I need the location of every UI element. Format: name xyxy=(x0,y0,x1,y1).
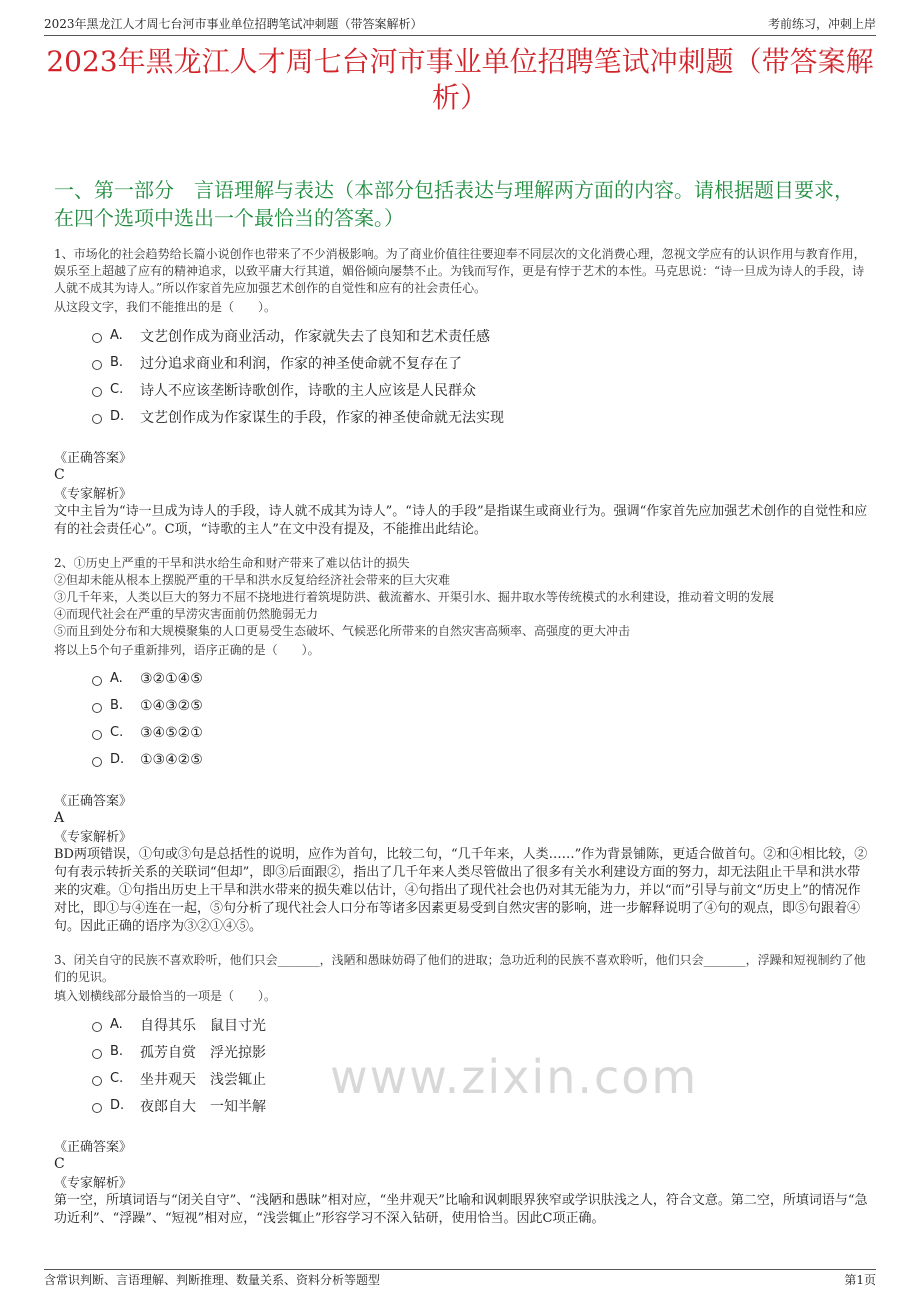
option-letter: C. xyxy=(110,1071,124,1086)
option-c[interactable] xyxy=(92,376,868,403)
question-2 xyxy=(54,555,868,936)
radio-icon[interactable] xyxy=(92,1076,102,1086)
option-c[interactable] xyxy=(92,719,868,746)
option-a[interactable] xyxy=(92,322,868,349)
watermark: www.zixin.com xyxy=(330,1050,699,1104)
option-text: 过分追求商业和利润，作家的神圣使命就不复存在了 xyxy=(140,355,462,372)
document-title: 2023年黑龙江人才周七台河市事业单位招聘笔试冲刺题（带答案解析） xyxy=(46,45,874,114)
option-text: 坐井观天 浅尝辄止 xyxy=(140,1071,266,1088)
radio-icon[interactable] xyxy=(92,333,102,343)
explanation-text: BD两项错误，①句或③句是总括性的说明，应作为首句，比较二句，“几千年来，人类……”作为背景铺陈，更适合做首句。②和④相比较，②句有表示转折关系的关联词“但却”，即③后面跟②，指出了几千年来人类尽管做出了很多有关水利建设方面的努力，却无法阻止干旱和洪水带来的灾难。①句指出历史上干旱和洪水带来的损失难以估计，④句指出了现代社会也仍对其无能为力，并以“而”引导与前文“历史上”的情况作对比，即①与④连在一起，⑤句分析了现代社会人口分布等诸多因素更易受到自然灾害的影响，进一步解释说明了④句的观点，即⑤句跟着④句。因此正确的语序为③②①④⑤。 xyxy=(54,847,868,934)
answer-heading: 《正确答案》 xyxy=(54,451,133,466)
radio-icon[interactable] xyxy=(92,1049,102,1059)
question-prompt: 将以上5个句子重新排列，语序正确的是（ ）。 xyxy=(54,643,320,657)
option-letter: A. xyxy=(110,671,123,686)
option-letter: B. xyxy=(110,1044,124,1059)
option-letter: A. xyxy=(110,1017,123,1032)
option-d[interactable] xyxy=(92,746,868,773)
option-text: 文艺创作成为商业活动，作家就失去了良知和艺术责任感 xyxy=(140,328,490,345)
option-letter: D. xyxy=(110,409,125,424)
radio-icon[interactable] xyxy=(92,730,102,740)
radio-icon[interactable] xyxy=(92,757,102,767)
explanation-text: 第一空，所填词语与“闭关自守”、“浅陋和愚昧”相对应，“坐井观天”比喻和讽刺眼界狭窄或学识肤浅之人，符合文意。第二空，所填词语与“急功近利”、“浮躁”、“短视”相对应，“浅尝辄止”形容学习不深入钻研，使用恰当。因此C项正确。 xyxy=(54,1193,868,1226)
header-doc-name: 2023年黑龙江人才周七台河市事业单位招聘笔试冲刺题（带答案解析） xyxy=(44,17,423,31)
section-title: 一、第一部分 言语理解与表达（本部分包括表达与理解两方面的内容。请根据题目要求，在四个选项中选出一个最恰当的答案。） xyxy=(54,178,854,230)
option-list xyxy=(92,665,868,773)
running-header xyxy=(44,10,876,36)
question-prompt: 从这段文字，我们不能推出的是（ ）。 xyxy=(54,300,277,314)
footer-topics: 含常识判断、言语理解、判断推理、数量关系、资料分析等题型 xyxy=(44,1273,381,1287)
answer-value: A xyxy=(54,810,65,826)
answer-heading: 《正确答案》 xyxy=(54,1140,133,1155)
option-text: 自得其乐 鼠目寸光 xyxy=(140,1017,266,1034)
explanation-heading: 《专家解析》 xyxy=(54,830,133,845)
option-letter: C. xyxy=(110,725,124,740)
question-1 xyxy=(54,246,868,539)
option-list xyxy=(92,322,868,430)
option-a[interactable] xyxy=(92,1011,868,1038)
option-letter: C. xyxy=(110,382,124,397)
header-slogan: 考前练习，冲刺上岸 xyxy=(767,17,876,31)
radio-icon[interactable] xyxy=(92,387,102,397)
question-stem: 2、①历史上严重的干旱和洪水给生命和财产带来了难以估计的损失 ②但却未能从根本上摆脱严重的干旱和洪水反复给经济社会带来的巨大灾难 ③几千年来，人类以巨大的努力不屈不挠地进行着筑堤防洪、截流蓄水、开渠引水、掘井取水等传统模式的水利建设，推动着文明的发展 ④而现代社会在严重的旱涝灾害面前仍然脆弱无力 ⑤而且到处分布和大规模聚集的人口更易受生态破坏、气候恶化所带来的自然灾害高频率、高强度的更大冲击 xyxy=(54,556,775,638)
option-text: ①③④②⑤ xyxy=(140,751,203,768)
option-b[interactable] xyxy=(92,692,868,719)
radio-icon[interactable] xyxy=(92,1103,102,1113)
question-stem: 1、市场化的社会趋势给长篇小说创作也带来了不少消极影响。为了商业价值往往要迎奉不同层次的文化消费心理，忽视文学应有的认识作用与教育作用，娱乐至上超越了应有的精神追求，以致平庸大行其道，媚俗倾向屡禁不止。为钱而写作，更是有悖于艺术的本性。马克思说：“诗一旦成为诗人的手段，诗人就不成其为诗人。”所以作家首先应加强艺术创作的自觉性和应有的社会责任心。 xyxy=(54,247,866,295)
radio-icon[interactable] xyxy=(92,676,102,686)
explanation-text: 文中主旨为“诗一旦成为诗人的手段，诗人就不成其为诗人”。“诗人的手段”是指谋生或商业行为。强调“作家首先应加强艺术创作的自觉性和应有的社会责任心”。C项，“诗歌的主人”在文中没有提及，不能推出此结论。 xyxy=(54,504,868,537)
option-b[interactable] xyxy=(92,349,868,376)
radio-icon[interactable] xyxy=(92,360,102,370)
answer-value: C xyxy=(54,1156,65,1172)
option-letter: B. xyxy=(110,355,124,370)
option-text: ①④③②⑤ xyxy=(140,697,203,714)
option-letter: D. xyxy=(110,752,125,767)
answer-value: C xyxy=(54,467,65,483)
option-text: ③②①④⑤ xyxy=(140,670,203,687)
explanation-heading: 《专家解析》 xyxy=(54,1176,133,1191)
option-letter: B. xyxy=(110,698,124,713)
radio-icon[interactable] xyxy=(92,703,102,713)
running-footer xyxy=(44,1269,876,1288)
answer-heading: 《正确答案》 xyxy=(54,794,133,809)
explanation-heading: 《专家解析》 xyxy=(54,487,133,502)
page-number: 第1页 xyxy=(844,1273,876,1287)
option-text: 孤芳自赏 浮光掠影 xyxy=(140,1044,266,1061)
option-text: ③④⑤②① xyxy=(140,724,203,741)
option-text: 文艺创作成为作家谋生的手段，作家的神圣使命就无法实现 xyxy=(140,409,504,426)
option-text: 夜郎自大 一知半解 xyxy=(140,1098,266,1115)
radio-icon[interactable] xyxy=(92,414,102,424)
option-a[interactable] xyxy=(92,665,868,692)
radio-icon[interactable] xyxy=(92,1022,102,1032)
question-prompt: 填入划横线部分最恰当的一项是（ ）。 xyxy=(54,989,277,1003)
question-stem: 3、闭关自守的民族不喜欢聆听，他们只会_______，浅陋和愚昧妨碍了他们的进取；急功近利的民族不喜欢聆听，他们只会_______，浮躁和短视制约了他们的见识。 xyxy=(54,953,866,984)
option-letter: D. xyxy=(110,1098,125,1113)
option-letter: A. xyxy=(110,328,123,343)
option-text: 诗人不应该垄断诗歌创作，诗歌的主人应该是人民群众 xyxy=(140,382,476,399)
option-d[interactable] xyxy=(92,403,868,430)
